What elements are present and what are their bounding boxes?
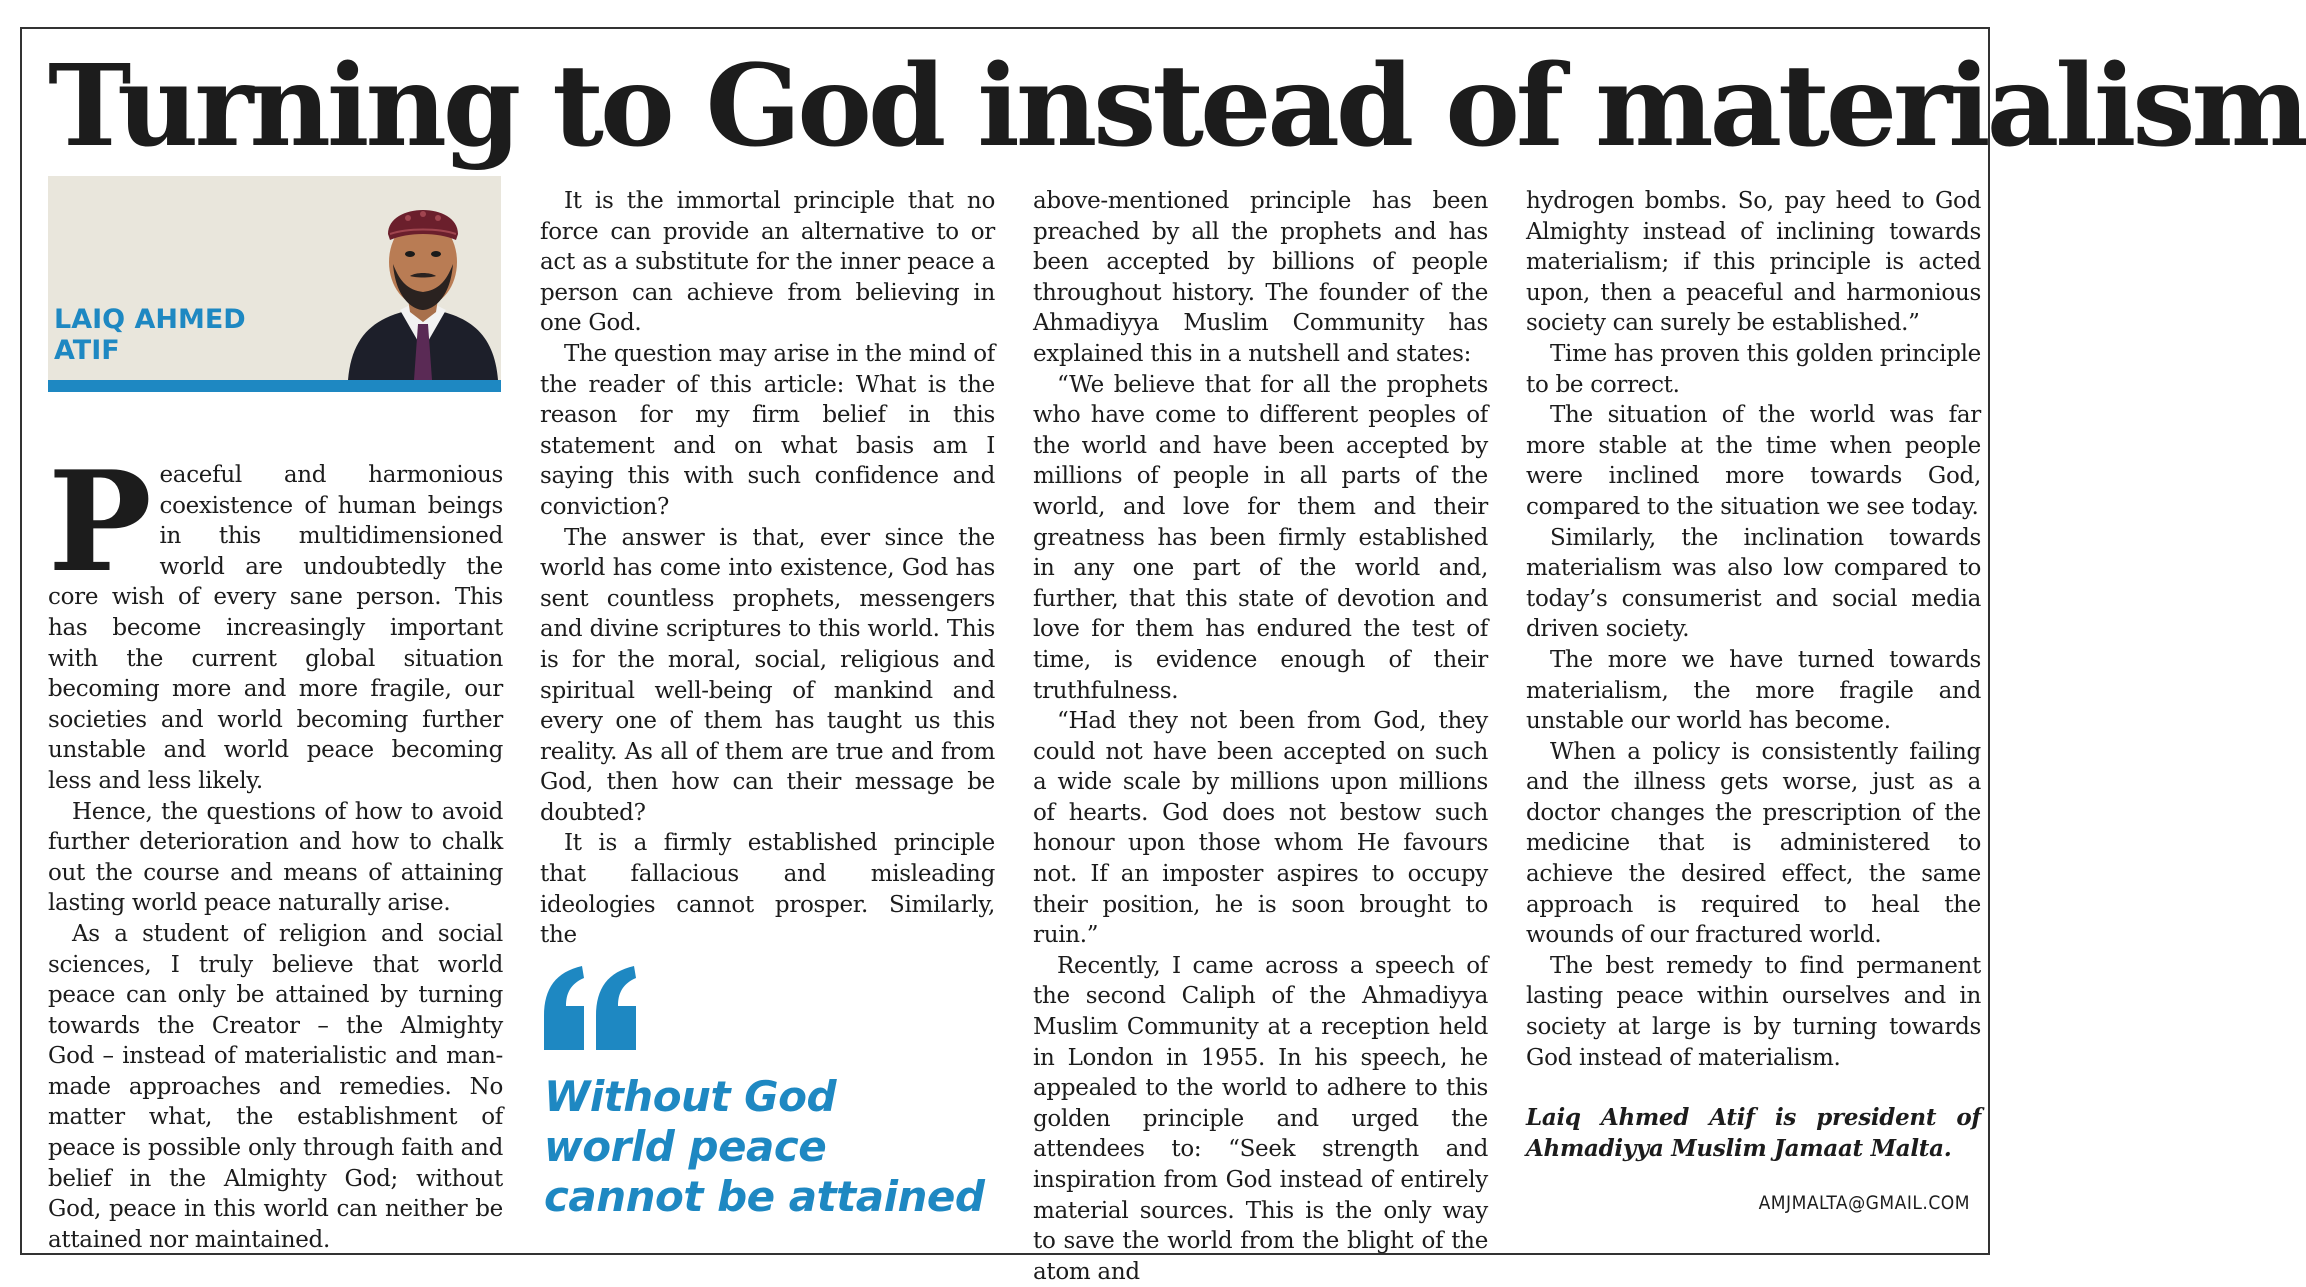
paragraph: The best remedy to find permanent lasting peace within ourselves and in society at large is by turning towards God instead of materialism.: [1526, 952, 1981, 1071]
paragraph: Hence, the questions of how to avoid further deterioration and how to chalk out the course and means of attaining lasting world peace naturally arise.: [48, 798, 503, 917]
paragraph: Recently, I came across a speech of the second Caliph of the Ahmadiyya Muslim Community at a reception held in London in 1955. In his speech, he appealed to the world to adhere to this golden principle and urged the attendees to: “Seek strength and inspiration from God instead of entirely material sources. This is the only way to save the world from the blight of the atom and: [1033, 952, 1488, 1285]
author-byline: [48, 176, 501, 392]
drop-cap: P: [48, 440, 152, 603]
open-quote-icon: [540, 960, 640, 1060]
pull-quote-line: world peace: [544, 1122, 827, 1171]
pull-quote-line: cannot be attained: [544, 1172, 985, 1221]
paragraph: hydrogen bombs. So, pay heed to God Almighty instead of inclining towards materialism; if this principle is acted upon, then a peaceful and harmonious society can surely be established.”: [1526, 188, 1981, 337]
paragraph: “We believe that for all the prophets who have come to different peoples of the world and have been accepted by millions of people in all parts of the world, and love for them and their greatness has been firmly established in any one part of the world and, further, that this state of devotion and love for them has endured the test of time, is evidence enough of their truthfulness.: [1033, 371, 1488, 704]
column-3: [1033, 186, 1488, 1287]
paragraph: When a policy is consistently failing and the illness gets worse, just as a doctor changes the prescription of the medicine that is administered to achieve the desired effect, the same approach is required to heal the wounds of our fractured world.: [1526, 738, 1981, 949]
paragraph: It is a firmly established principle that fallacious and misleading ideologies cannot prosper. Similarly, the: [540, 830, 995, 949]
paragraph: The situation of the world was far more stable at the time when people were inclined more towards God, compared to the situation we see today.: [1526, 402, 1981, 520]
author-portrait: [338, 182, 508, 380]
pull-quote-text: [544, 1072, 984, 1222]
column-1: [48, 440, 503, 1255]
byline-accent-bar: [48, 380, 501, 392]
author-name-line1: LAIQ AHMED: [54, 304, 246, 335]
author-email[interactable]: AMJMALTA@GMAIL.COM: [1758, 1192, 1970, 1214]
paragraph: Peaceful and harmonious coexistence of human beings in this multidimensioned world are undoubtedly the core wish of every sane person. This has become increasingly important with the current global situation becoming more and more fragile, our societies and world becoming further unstable and world peace becoming less and less likely.: [48, 440, 503, 794]
paragraph: The answer is that, ever since the world has come into existence, God has sent countless prophets, messengers and divine scriptures to this world. This is for the moral, social, religious and spiritual well-being of mankind and every one of them has taught us this reality. As all of them are true and from God, then how can their message be doubted?: [540, 524, 995, 826]
paragraph: “Had they not been from God, they could not have been accepted on such a wide scale by millions upon millions of hearts. God does not bestow such honour upon those whom He favours not. If an imposter aspires to occupy their position, he is soon brought to ruin.”: [1033, 708, 1488, 949]
paragraph: above-mentioned principle has been preached by all the prophets and has been accepted by billions of people throughout history. The founder of the Ahmadiyya Muslim Community has explained this in a nutshell and states:: [1033, 188, 1488, 367]
paragraph: It is the immortal principle that no force can provide an alternative to or act as a substitute for the inner peace a person can achieve from believing in one God.: [540, 188, 995, 337]
paragraph: The more we have turned towards materialism, the more fragile and unstable our world has become.: [1526, 646, 1981, 735]
author-name: [54, 304, 246, 366]
column-2: [540, 186, 995, 951]
paragraph: Time has proven this golden principle to be correct.: [1526, 340, 1981, 398]
paragraph: The question may arise in the mind of the reader of this article: What is the reason for my firm belief in this statement and on what basis am I saying this with such confidence and conviction?: [540, 340, 995, 520]
author-note: Laiq Ahmed Atif is president of Ahmadiyya Muslim Jamaat Malta.: [1526, 1104, 1981, 1162]
column-4: [1526, 186, 1981, 1164]
pull-quote: [540, 960, 995, 1220]
paragraph: Similarly, the inclination towards materialism was also low compared to today’s consumerist and social media driven society.: [1526, 524, 1981, 643]
pull-quote-line: Without God: [544, 1072, 837, 1121]
author-name-line2: ATIF: [54, 335, 120, 366]
headline: Turning to God instead of materialism: [48, 41, 2306, 172]
paragraph: As a student of religion and social sciences, I truly believe that world peace can only be attained by turning towards the Creator – the Almighty God – instead of materialistic and man-made approaches and remedies. No matter what, the establishment of peace is possible only through faith and belief in the Almighty God; without God, peace in this world can neither be attained nor maintained.: [48, 920, 503, 1253]
